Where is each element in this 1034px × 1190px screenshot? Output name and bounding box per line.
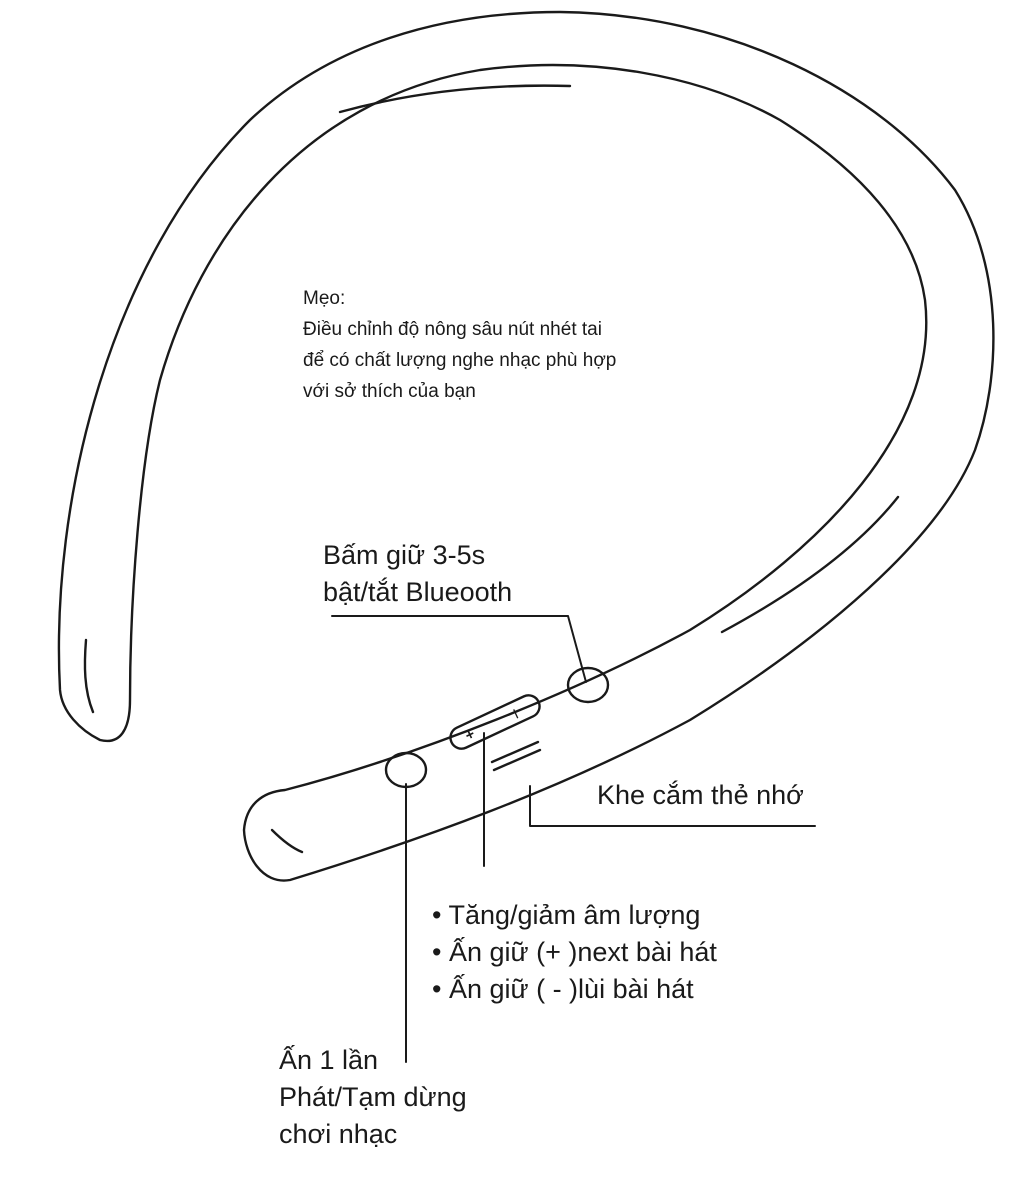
tip-text-block — [303, 283, 616, 407]
tip-line: Điều chỉnh độ nông sâu nút nhét tai — [303, 319, 602, 340]
volume-plus-symbol: + — [462, 725, 478, 745]
neckband-outline — [59, 12, 993, 881]
power-button-label — [323, 537, 512, 611]
volume-rocker-button[interactable] — [447, 692, 543, 753]
card-slot-label — [597, 777, 804, 814]
tip-highlight-line — [272, 830, 302, 852]
volume-minus-symbol: I — [510, 705, 521, 722]
play-button-label — [279, 1042, 467, 1153]
card-slot-label-text: Khe cắm thẻ nhớ — [597, 780, 804, 810]
left-end-highlight-line — [85, 640, 93, 712]
volume-label-line: • Ấn giữ (+ )next bài hát — [432, 937, 717, 967]
volume-label-line: • Ấn giữ ( - )lùi bài hát — [432, 974, 694, 1004]
play-pause-button[interactable] — [386, 753, 426, 787]
power-label-line: bật/tắt Blueooth — [323, 577, 513, 607]
top-highlight-line — [340, 86, 570, 112]
volume-label-line: • Tăng/giảm âm lượng — [432, 900, 701, 930]
power-label-line: Bấm giữ 3-5s — [323, 540, 486, 570]
play-label-line: chơi nhạc — [279, 1119, 398, 1149]
leader-line-power — [332, 616, 586, 682]
tip-title: Mẹo: — [303, 288, 346, 309]
card-slot-line-1 — [492, 742, 538, 762]
volume-button-label — [432, 897, 717, 1008]
card-slot-line-2 — [494, 750, 540, 770]
play-label-line: Ấn 1 lần — [279, 1045, 379, 1075]
tip-line: để có chất lượng nghe nhạc phù hợp — [303, 350, 617, 371]
right-highlight-line — [722, 497, 898, 632]
power-button[interactable] — [568, 668, 608, 702]
tip-line: với sở thích của bạn — [303, 381, 476, 402]
play-label-line: Phát/Tạm dừng — [279, 1082, 467, 1112]
